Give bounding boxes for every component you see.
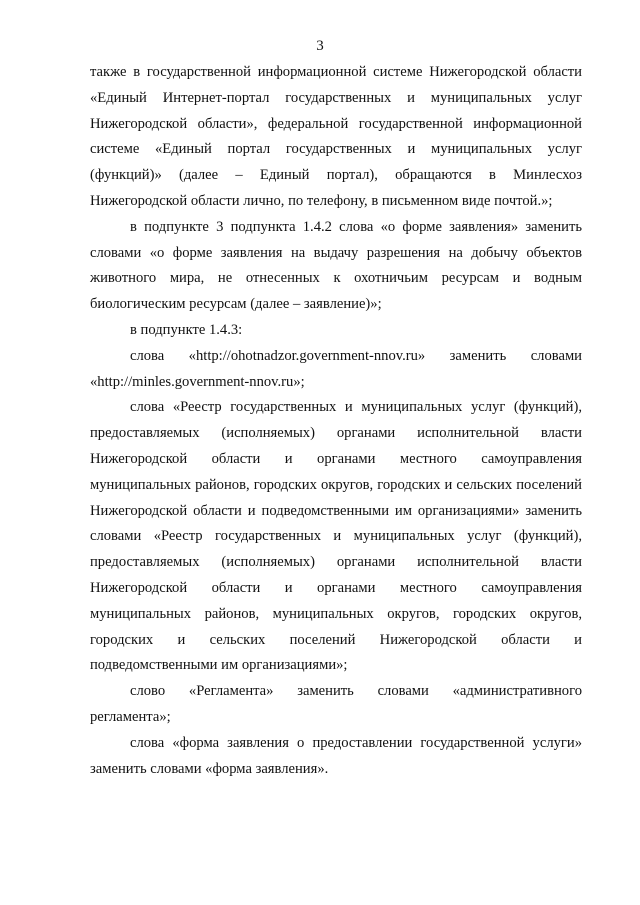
paragraph-registry-replacement: слова «Реестр государственных и муниципальных услуг (функций), предоставляемых (исполняемых) органами исполнительной власти Нижегородской области и органами местного самоуправления муниципальных районов, городских округов, городских и сельских поселений Нижегородской области и подведомственными им организациями» заменить словами «Реестр государственных и муниципальных услуг (функций), предоставляемых (исполняемых) органами исполнительной власти Нижегородской области и органами местного самоуправления муниципальных районов, муниципальных округов, городских округов, городских и сельских поселений Нижегородской области и подведомственными им организациями»; xyxy=(90,399,582,674)
page-number: 3 xyxy=(316,38,324,54)
paragraph-continuation: также в государственной информационной системе Нижегородской области «Единый Интернет-портал государственных и муниципальных услуг Нижегородской области», федеральной государственной информационной системе «Единый портал государственных и муниципальных услуг (функций)» (далее – Единый портал), обращаются в Минлесхоз Нижегородской области лично, по телефону, в письменном виде почтой.»; xyxy=(90,64,582,209)
document-body xyxy=(90,60,582,782)
paragraph-regulation-replacement: слово «Регламента» заменить словами «административного регламента»; xyxy=(90,683,582,725)
paragraph-form-replacement: слова «форма заявления о предоставлении государственной услуги» заменить словами «форма заявления». xyxy=(90,734,582,777)
paragraph-url-replacement: слова «http://ohotnadzor.government-nnov.ru» заменить словами «http://minles.government-nnov.ru»; xyxy=(90,347,582,390)
paragraph-subpoint-1-4-3: в подпункте 1.4.3: xyxy=(130,321,243,338)
paragraph-subpoint-1-4-2: в подпункте 3 подпункта 1.4.2 слова «о форме заявления» заменить словами «о форме заявления на выдачу разрешения на добычу объектов животного мира, не отнесенных к охотничьим ресурсам и водным биологическим ресурсам (далее – заявление)»; xyxy=(90,218,582,313)
